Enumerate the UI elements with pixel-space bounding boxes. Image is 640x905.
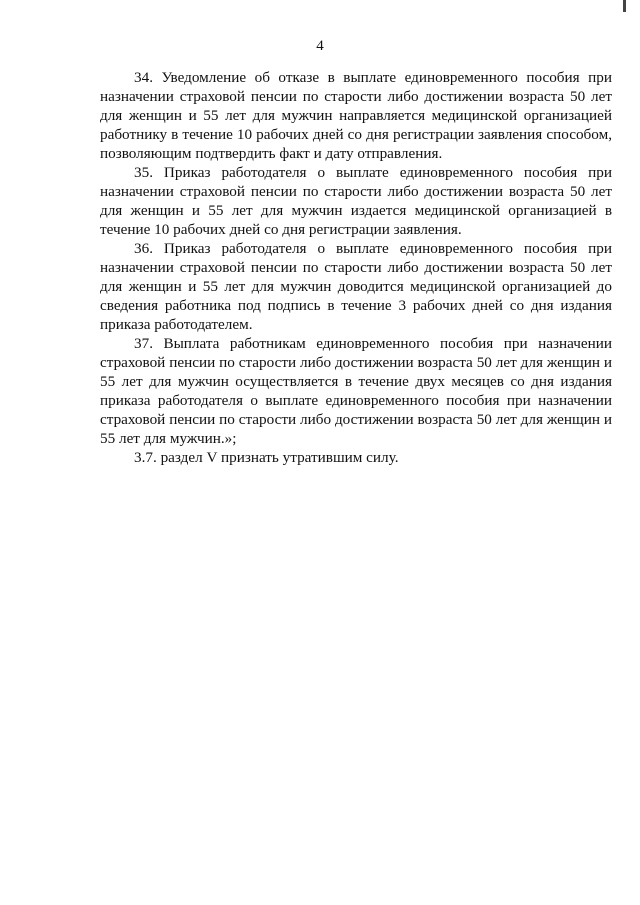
paragraph-35: 35. Приказ работодателя о выплате единовременного пособия при назначении страховой пенсии по старости либо достижении возраста 50 лет для женщин и 55 лет для мужчин издается медицинской организацией в течение 10 рабочих дней со дня регистрации заявления. [100,164,612,238]
paragraph-37: 37. Выплата работникам единовременного пособия при назначении страховой пенсии по старости либо достижении возраста 50 лет для женщин и 55 лет для мужчин осуществляется в течение двух месяцев со дня издания приказа работодателя о выплате единовременного пособия при назначении страховой пенсии по старости либо достижении возраста 50 лет для женщин и 55 лет для мужчин.»; [100,335,612,447]
scan-corner-mark [623,0,626,12]
paragraph-3-7: 3.7. раздел V признать утратившим силу. [134,449,399,466]
document-body [100,68,612,467]
paragraph-34: 34. Уведомление об отказе в выплате единовременного пособия при назначении страховой пенсии по старости либо достижении возраста 50 лет для женщин и 55 лет для мужчин направляется медицинской организацией работнику в течение 10 рабочих дней со дня регистрации заявления способом, позволяющим подтвердить факт и дату отправления. [100,69,612,162]
page-number: 4 [316,38,324,54]
paragraph-36: 36. Приказ работодателя о выплате единовременного пособия при назначении страховой пенсии по старости либо достижении возраста 50 лет для женщин и 55 лет для мужчин доводится медицинской организацией до сведения работника под подпись в течение 3 рабочих дней со дня издания приказа работодателем. [100,240,612,333]
